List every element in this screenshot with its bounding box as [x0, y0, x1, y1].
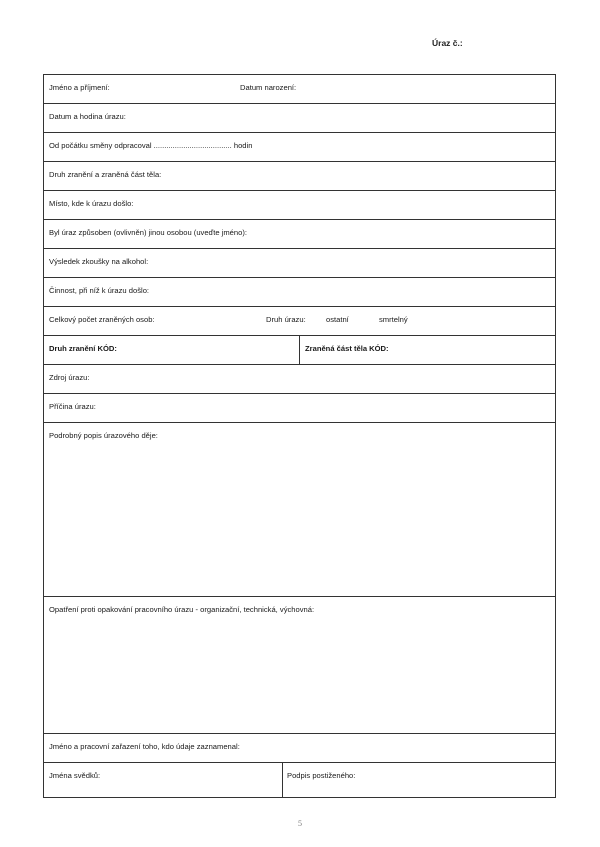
row-hours-worked[interactable]: [44, 133, 555, 162]
row-alcohol-test[interactable]: [44, 249, 555, 278]
injury-type-label: Druh zranění a zraněná část těla:: [49, 170, 162, 179]
accident-type-label: Druh úrazu:: [266, 315, 306, 324]
row-accident-datetime[interactable]: [44, 104, 555, 133]
row-injury-type-body-part[interactable]: [44, 162, 555, 191]
accident-datetime-label: Datum a hodina úrazu:: [49, 112, 126, 121]
row-activity[interactable]: [44, 278, 555, 307]
alcohol-test-label: Výsledek zkoušky na alkohol:: [49, 257, 149, 266]
page-number: 5: [298, 819, 302, 828]
row-accident-cause[interactable]: [44, 394, 555, 423]
row-preventive-measures[interactable]: [44, 597, 555, 734]
detailed-description-label: Podrobný popis úrazového děje:: [49, 431, 158, 440]
witnesses-label: Jména svědků:: [49, 771, 101, 780]
name-field-label[interactable]: Jméno a příjmení:: [49, 83, 110, 92]
accident-record-form: [43, 74, 556, 798]
witnesses-cell[interactable]: [44, 763, 283, 797]
injured-count-label[interactable]: Celkový počet zraněných osob:: [49, 315, 155, 324]
row-codes: [44, 336, 555, 365]
accident-location-label: Místo, kde k úrazu došlo:: [49, 199, 134, 208]
row-count-and-type: [44, 307, 555, 336]
row-detailed-description[interactable]: [44, 423, 555, 597]
body-part-code-cell[interactable]: [300, 336, 555, 364]
activity-label: Činnost, při níž k úrazu došlo:: [49, 286, 150, 295]
signature-label: Podpis postiženého:: [287, 771, 356, 780]
row-caused-by-other[interactable]: [44, 220, 555, 249]
accident-source-label: Zdroj úrazu:: [49, 373, 90, 382]
row-accident-location[interactable]: [44, 191, 555, 220]
row-recorded-by[interactable]: [44, 734, 555, 763]
injury-code-label: Druh zranění KÓD:: [49, 344, 117, 353]
accident-type-option-other[interactable]: ostatní: [326, 315, 349, 324]
signature-cell[interactable]: [283, 763, 555, 797]
preventive-measures-label: Opatření proti opakování pracovního úrazu - organizační, technická, výchovná:: [49, 605, 315, 614]
accident-cause-label: Příčina úrazu:: [49, 402, 96, 411]
recorded-by-label: Jméno a pracovní zařazení toho, kdo údaje zaznamenal:: [49, 742, 240, 751]
birth-date-field-label[interactable]: Datum narození:: [240, 83, 297, 92]
body-part-code-label: Zraněná část těla KÓD:: [305, 344, 389, 353]
accident-type-option-fatal[interactable]: smrtelný: [379, 315, 408, 324]
row-name-birth: [44, 75, 555, 104]
row-accident-source[interactable]: [44, 365, 555, 394]
injury-code-cell[interactable]: [44, 336, 300, 364]
row-witnesses-signature: [44, 763, 555, 797]
caused-by-other-label: Byl úraz způsoben (ovlivněn) jinou osobou (uveďte jméno):: [49, 228, 247, 237]
hours-worked-label: Od počátku směny odpracoval ..................................... hodin: [49, 141, 253, 150]
accident-number-label: Úraz č.:: [432, 38, 463, 48]
